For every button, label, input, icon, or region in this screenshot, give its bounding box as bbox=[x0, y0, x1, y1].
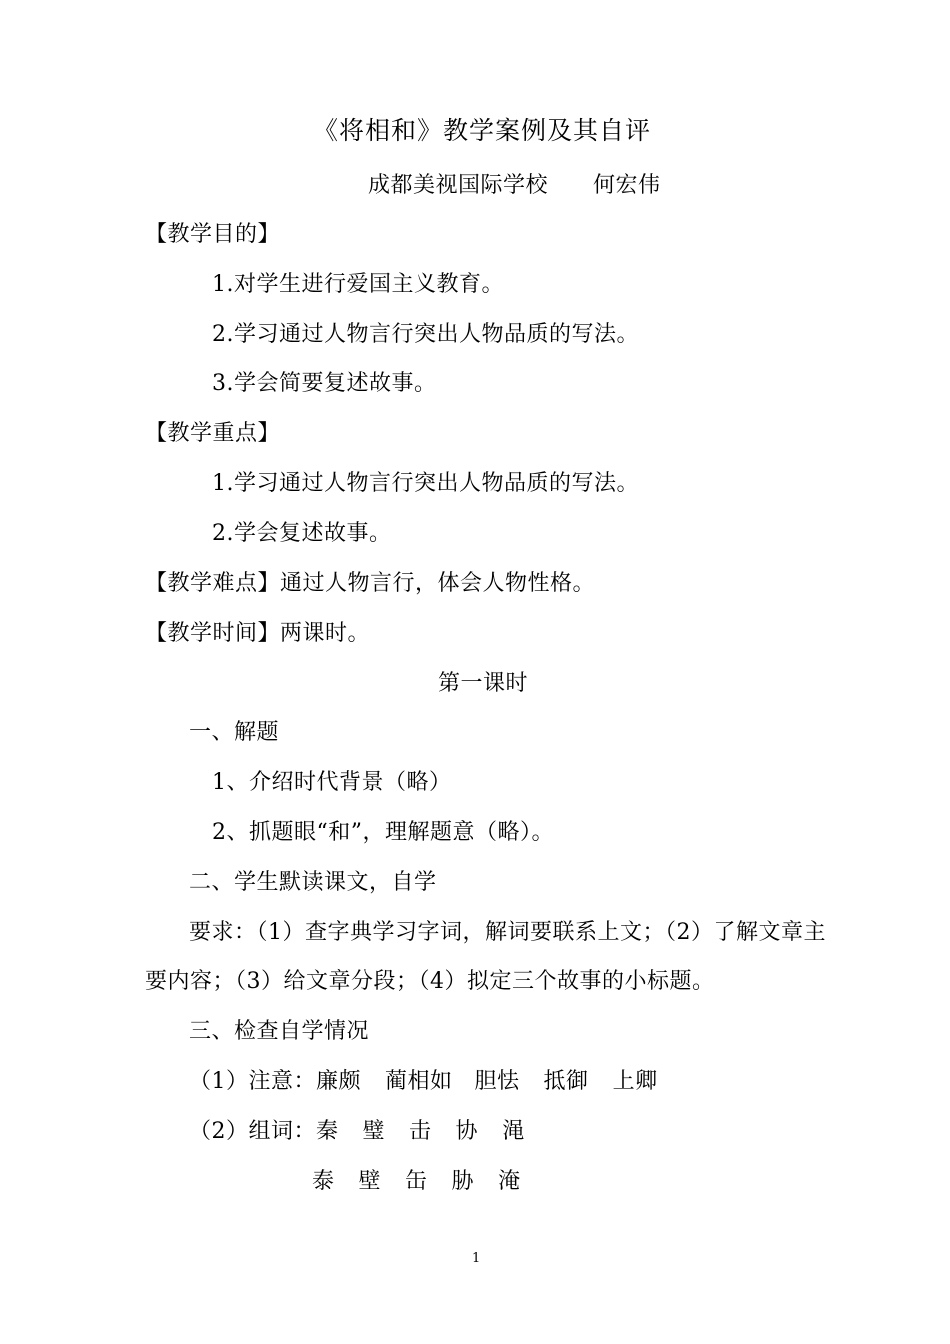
attention-word: 上卿 bbox=[612, 1069, 658, 1094]
word-group-char: 协 bbox=[455, 1119, 479, 1144]
lesson-title: 第一课时 bbox=[438, 671, 529, 696]
attention-word: 抵御 bbox=[543, 1069, 589, 1094]
word-group-char: 壁 bbox=[358, 1169, 382, 1194]
section-heading: 三、检查自学情况 bbox=[189, 1019, 370, 1044]
word-group-char: 淹 bbox=[498, 1169, 521, 1194]
attention-word: 蔺相如 bbox=[385, 1069, 453, 1094]
section-heading: 二、学生默读课文，自学 bbox=[189, 870, 437, 895]
objective-item: 1.对学生进行爱国主义教育。 bbox=[212, 272, 504, 297]
word-group-char: 渑 bbox=[502, 1119, 525, 1144]
attention-word: 廉颇 bbox=[316, 1069, 362, 1094]
section-item: 1、介绍时代背景（略） bbox=[212, 770, 452, 795]
word-group-char: 击 bbox=[409, 1119, 432, 1144]
requirements-line: 要求：（1）查字典学习字词，解词要联系上文；（2）了解文章主 bbox=[189, 920, 826, 945]
word-group-char: 胁 bbox=[451, 1169, 475, 1194]
word-group-char: 缶 bbox=[405, 1169, 428, 1194]
key-point-item: 2.学会复述故事。 bbox=[212, 521, 392, 546]
key-points-heading: 【教学重点】 bbox=[145, 421, 281, 446]
difficulty-line: 【教学难点】通过人物言行，体会人物性格。 bbox=[145, 571, 596, 596]
word-group-char: 泰 bbox=[312, 1169, 335, 1194]
attention-label: （1）注意： bbox=[189, 1069, 316, 1094]
section-item: 2、抓题眼“和”，理解题意（略）。 bbox=[212, 820, 554, 845]
requirements-line: 要内容；（3）给文章分段；（4）拟定三个故事的小标题。 bbox=[145, 969, 715, 994]
attention-row bbox=[189, 1067, 658, 1097]
page-number: 1 bbox=[472, 1251, 481, 1266]
objectives-heading: 【教学目的】 bbox=[145, 222, 281, 247]
word-group-char: 璧 bbox=[362, 1119, 386, 1144]
section-heading: 一、解题 bbox=[189, 720, 280, 745]
objective-item: 2.学习通过人物言行突出人物品质的写法。 bbox=[212, 322, 639, 347]
word-group-label: （2）组词： bbox=[189, 1119, 316, 1144]
attention-word: 胆怯 bbox=[474, 1069, 520, 1094]
author-line: 成都美视国际学校 何宏伟 bbox=[368, 173, 661, 198]
objective-item: 3.学会简要复述故事。 bbox=[212, 371, 437, 396]
word-group-row bbox=[312, 1167, 521, 1197]
key-point-item: 1.学习通过人物言行突出人物品质的写法。 bbox=[212, 471, 639, 496]
word-group-row bbox=[189, 1117, 525, 1147]
document-title: 《将相和》教学案例及其自评 bbox=[313, 116, 652, 145]
time-line: 【教学时间】两课时。 bbox=[145, 621, 371, 646]
word-group-char: 秦 bbox=[316, 1119, 339, 1144]
